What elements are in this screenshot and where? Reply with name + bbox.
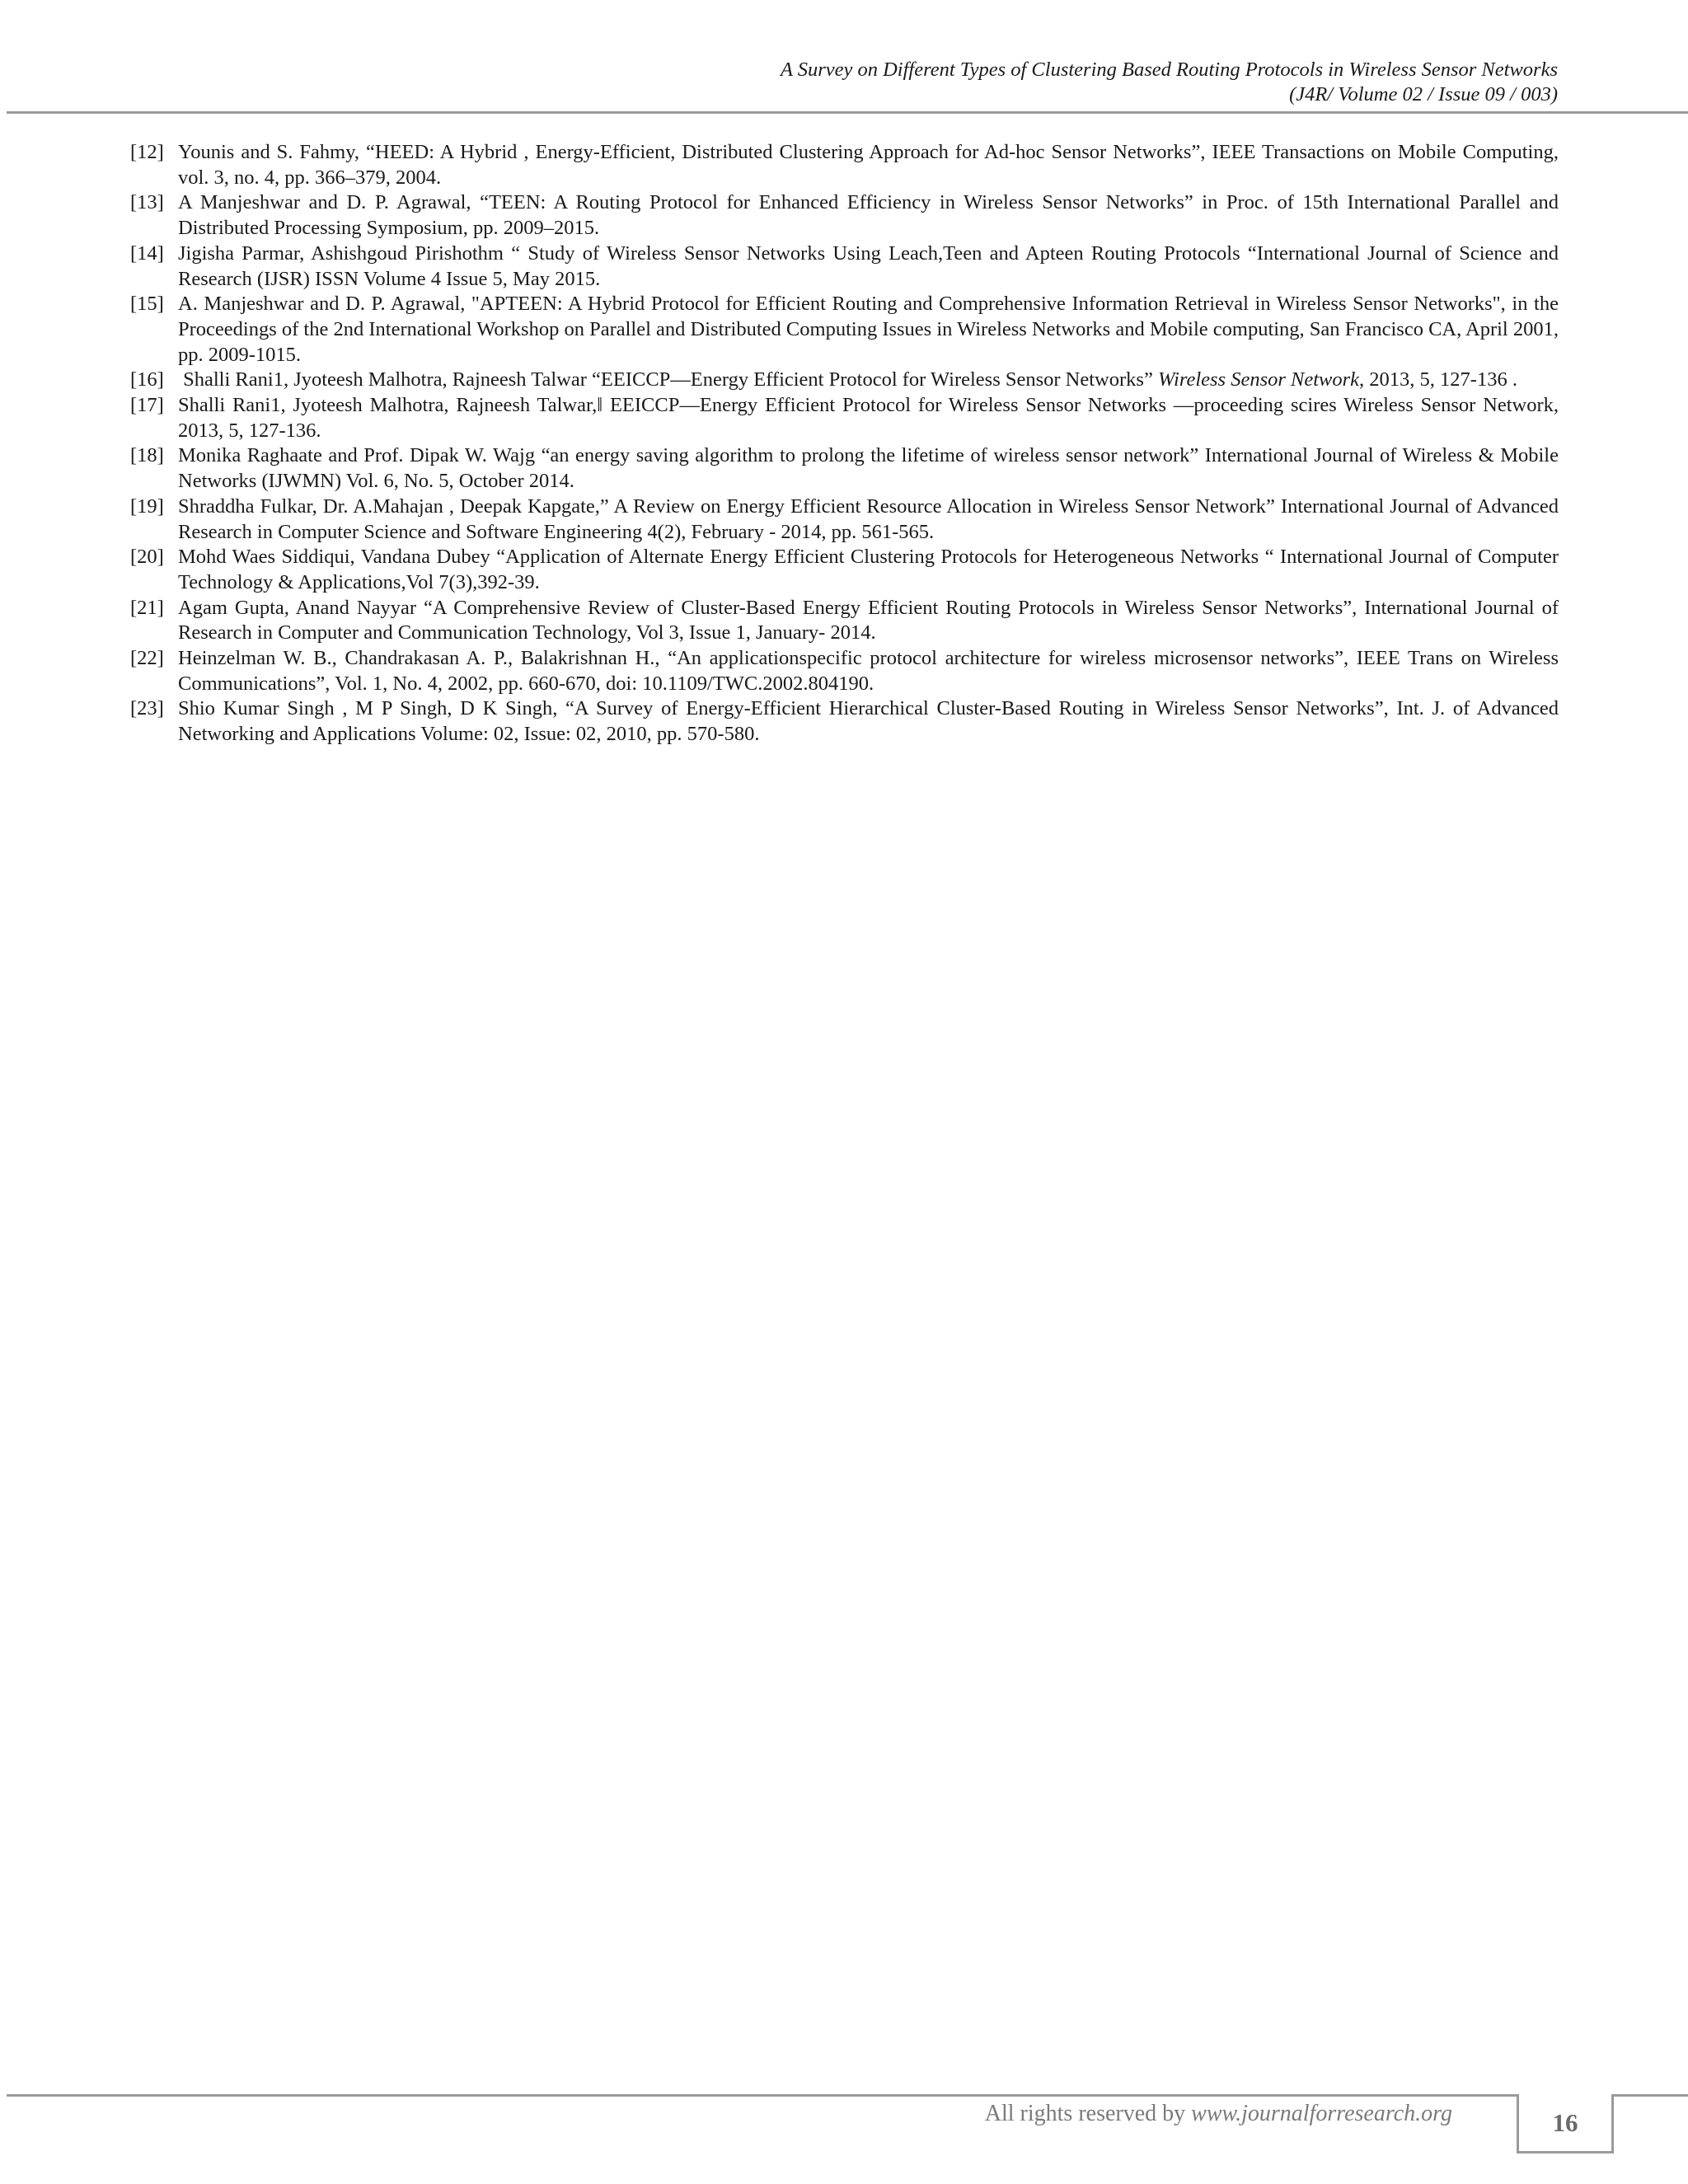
reference-number: [22] [130, 647, 164, 670]
reference-number: [13] [130, 191, 164, 214]
reference-item [130, 545, 1559, 595]
reference-number: [17] [130, 394, 164, 417]
reference-text: Shraddha Fulkar, Dr. A.Mahajan , Deepak Kapgate,” A Review on Energy Efficient Resource Allocation in Wireless Sensor Network” International Journal of Advanced Research in Computer Science and Software Engineering 4(2), February - 2014, pp. 561-565. [178, 494, 1559, 543]
reference-item [130, 443, 1559, 494]
reference-text: Younis and S. Fahmy, “HEED: A Hybrid , Energy-Efficient, Distributed Clustering Approach for Ad-hoc Sensor Networks”, IEEE Transactions on Mobile Computing, vol. 3, no. 4, pp. 366–379, 2004. [178, 141, 1559, 189]
reference-number: [12] [130, 141, 164, 163]
reference-item [130, 646, 1559, 696]
reference-number: [15] [130, 293, 164, 316]
reference-item [130, 596, 1559, 646]
reference-text: Jigisha Parmar, Ashishgoud Pirishothm “ Study of Wireless Sensor Networks Using Leach,Teen and Apteen Routing Protocols “International Journal of Science and Research (IJSR) ISSN Volume 4 Issue 5, May 2015. [178, 241, 1559, 290]
rights-text: All rights reserved by [984, 2101, 1192, 2126]
reference-number: [14] [130, 241, 164, 265]
reference-item [130, 292, 1559, 368]
page-number: 16 [1552, 2107, 1578, 2137]
header-title: A Survey on Different Types of Clustering Based Routing Protocols in Wireless Sensor Networks [781, 59, 1558, 81]
reference-number: [16] [130, 368, 164, 391]
journal-name: Wireless Sensor Network [1157, 368, 1360, 391]
reference-item [130, 140, 1559, 190]
journal-url[interactable]: www.journalforresearch.org [1191, 2101, 1452, 2126]
reference-number: [18] [130, 444, 164, 467]
reference-text [178, 368, 1559, 393]
reference-text: Agam Gupta, Anand Nayyar “A Comprehensive Review of Cluster-Based Energy Efficient Routing Protocols in Wireless Sensor Networks”, International Journal of Research in Computer and Communication Technology, Vol 3, Issue 1, January- 2014. [178, 596, 1559, 644]
reference-number: [23] [130, 697, 164, 720]
reference-list [130, 140, 1559, 748]
footer-rights [985, 2101, 1452, 2127]
reference-item [130, 368, 1559, 393]
reference-text: A. Manjeshwar and D. P. Agrawal, "APTEEN: A Hybrid Protocol for Efficient Routing and Comprehensive Information Retrieval in Wireless Sensor Networks", in the Proceedings of the 2nd International Workshop on Parallel and Distributed Computing Issues in Wireless Networks and Mobile computing, San Francisco CA, April 2001, pp. 2009-1015. [178, 293, 1559, 366]
reference-text-end: , 2013, 5, 127-136 . [1359, 368, 1517, 391]
footer-rule [1614, 2094, 1688, 2097]
reference-item [130, 241, 1559, 292]
reference-text: Shio Kumar Singh , M P Singh, D K Singh, “A Survey of Energy-Efficient Hierarchical Cluster-Based Routing in Wireless Sensor Networks”, Int. J. of Advanced Networking and Applications Volume: 02, Issue: 02, 2010, pp. 570-580. [178, 697, 1559, 746]
reference-number: [21] [130, 596, 164, 619]
reference-number: [19] [130, 494, 164, 518]
reference-item [130, 494, 1559, 545]
reference-text: Monika Raghaate and Prof. Dipak W. Wajg “an energy saving algorithm to prolong the lifetime of wireless sensor network” International Journal of Wireless & Mobile Networks (IJWMN) Vol. 6, No. 5, October 2014. [178, 444, 1559, 493]
reference-text: Heinzelman W. B., Chandrakasan A. P., Balakrishnan H., “An applicationspecific protocol architecture for wireless microsensor networks”, IEEE Trans on Wireless Communications”, Vol. 1, No. 4, 2002, pp. 660-670, doi: 10.1109/TWC.2002.804190. [178, 647, 1559, 695]
reference-text: Mohd Waes Siddiqui, Vandana Dubey “Application of Alternate Energy Efficient Clustering Protocols for Heterogeneous Networks “ International Journal of Computer Technology & Applications,Vol 7(3),392-39. [178, 546, 1559, 593]
reference-item [130, 696, 1559, 747]
reference-text-start: Shalli Rani1, Jyoteesh Malhotra, Rajneesh Talwar “EEICCP—Energy Efficient Protocol for Wireless Sensor Networks” [178, 368, 1158, 391]
reference-number: [20] [130, 546, 164, 569]
reference-item [130, 190, 1559, 241]
footer-rule [7, 2094, 1517, 2097]
reference-item [130, 393, 1559, 443]
page-number-box [1517, 2094, 1614, 2154]
header-rule [7, 111, 1688, 114]
header-issue: (J4R/ Volume 02 / Issue 09 / 003) [1289, 83, 1558, 105]
reference-text: A Manjeshwar and D. P. Agrawal, “TEEN: A Routing Protocol for Enhanced Efficiency in Wireless Sensor Networks” in Proc. of 15th International Parallel and Distributed Processing Symposium, pp. 2009–2015. [178, 191, 1559, 240]
running-header [781, 58, 1558, 107]
reference-text: Shalli Rani1, Jyoteesh Malhotra, Rajneesh Talwar,‖ EEICCP—Energy Efficient Protocol for Wireless Sensor Networks ―proceeding scires Wireless Sensor Network, 2013, 5, 127-136. [178, 394, 1559, 442]
